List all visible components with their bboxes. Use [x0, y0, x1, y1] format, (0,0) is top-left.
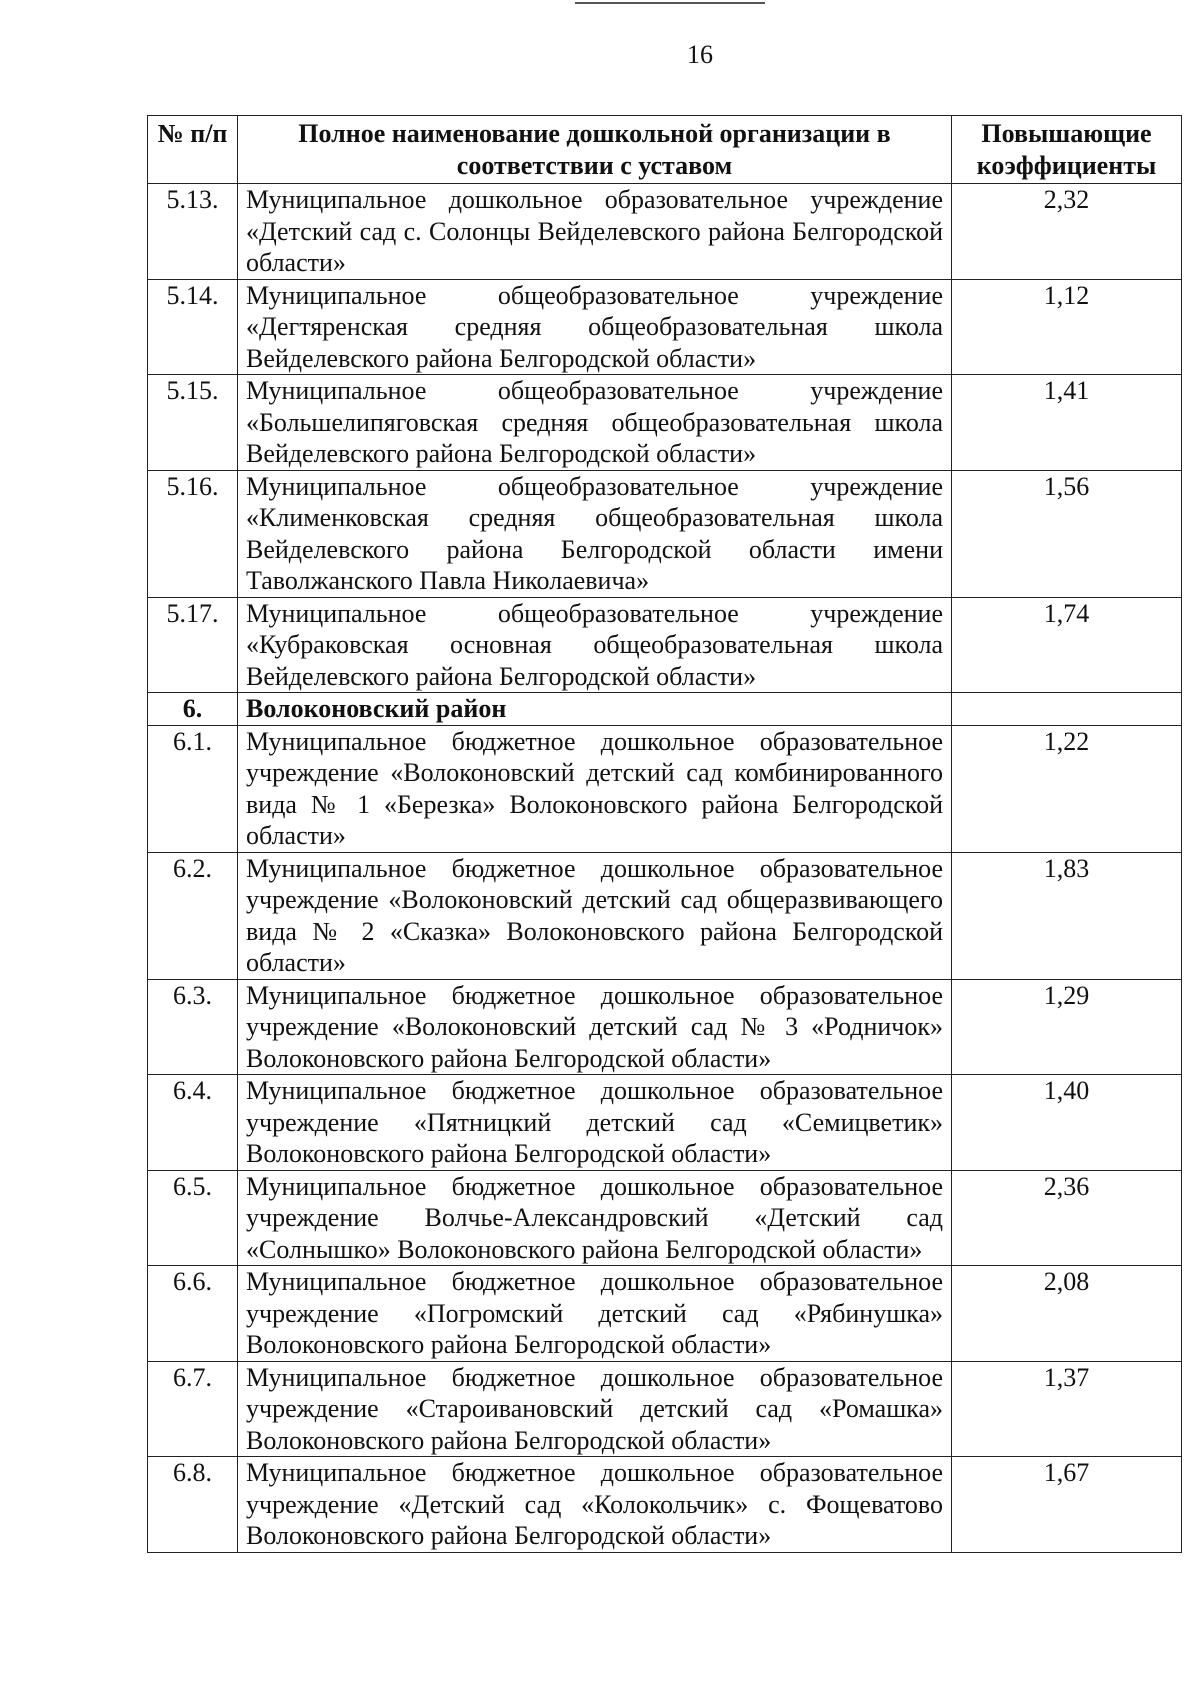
coefficients-table	[147, 115, 1182, 1553]
table-header-row	[148, 116, 1182, 184]
coefficient-value: 2,36	[952, 1170, 1182, 1266]
organization-name: Муниципальное бюджетное дошкольное образовательное учреждение «Волоконовский детский сад общеразвивающего вида № 2 «Сказка» Волоконовского района Белгородской области»	[238, 852, 952, 979]
table-row	[148, 184, 1182, 280]
row-number: 6.6.	[148, 1266, 238, 1362]
coefficient-value: 1,37	[952, 1361, 1182, 1457]
table-row	[148, 470, 1182, 597]
table-row	[148, 1170, 1182, 1266]
table-row	[148, 852, 1182, 979]
header-coef: Повышающие коэффициенты	[952, 116, 1182, 184]
table-row	[148, 1361, 1182, 1457]
organization-name: Муниципальное бюджетное дошкольное образовательное учреждение «Волоконовский детский сад комбинированного вида № 1 «Березка» Волоконовского района Белгородской области»	[238, 725, 952, 852]
row-number: 5.16.	[148, 470, 238, 597]
organization-name: Муниципальное бюджетное дошкольное образовательное учреждение «Детский сад «Колокольчик» с. Фощеватово Волоконовского района Белгородской области»	[238, 1457, 952, 1553]
row-number: 6.4.	[148, 1075, 238, 1171]
header-name: Полное наименование дошкольной организации в соответствии с уставом	[238, 116, 952, 184]
header-num: № п/п	[148, 116, 238, 184]
organization-name: Муниципальное бюджетное дошкольное образовательное учреждение «Волоконовский детский сад № 3 «Родничок» Волоконовского района Белгородской области»	[238, 979, 952, 1075]
row-number: 6.3.	[148, 979, 238, 1075]
table-row	[148, 979, 1182, 1075]
coefficient-value: 1,56	[952, 470, 1182, 597]
row-number: 6.2.	[148, 852, 238, 979]
coefficient-value: 1,40	[952, 1075, 1182, 1171]
row-number: 6.1.	[148, 725, 238, 852]
row-number: 6.7.	[148, 1361, 238, 1457]
row-number: 5.13.	[148, 184, 238, 280]
district-number: 6.	[148, 693, 238, 726]
organization-name: Муниципальное общеобразовательное учреждение «Большелипяговская средняя общеобразовательная школа Вейделевского района Белгородской области»	[238, 375, 952, 471]
coefficient-value: 1,74	[952, 597, 1182, 693]
coefficient-value: 1,29	[952, 979, 1182, 1075]
table-row	[148, 725, 1182, 852]
organization-name: Муниципальное общеобразовательное учреждение «Клименковская средняя общеобразовательная школа Вейделевского района Белгородской области имени Таволжанского Павла Николаевича»	[238, 470, 952, 597]
organization-name: Муниципальное бюджетное дошкольное образовательное учреждение «Староивановский детский сад «Ромашка» Волоконовского района Белгородской области»	[238, 1361, 952, 1457]
page-number: 16	[687, 40, 713, 69]
coefficient-value: 2,32	[952, 184, 1182, 280]
table-row	[148, 597, 1182, 693]
row-number: 6.8.	[148, 1457, 238, 1553]
district-row	[148, 693, 1182, 726]
table-row	[148, 1075, 1182, 1171]
table-body	[148, 184, 1182, 1553]
coefficient-value	[952, 693, 1182, 726]
table-row	[148, 375, 1182, 471]
coefficient-value: 1,67	[952, 1457, 1182, 1553]
organization-name: Муниципальное бюджетное дошкольное образовательное учреждение «Пятницкий детский сад «Семицветик» Волоконовского района Белгородской области»	[238, 1075, 952, 1171]
organization-name: Муниципальное общеобразовательное учреждение «Дегтяренская средняя общеобразовательная школа Вейделевского района Белгородской области»	[238, 279, 952, 375]
coefficient-value: 2,08	[952, 1266, 1182, 1362]
row-number: 6.5.	[148, 1170, 238, 1266]
coefficient-value: 1,41	[952, 375, 1182, 471]
row-number: 5.14.	[148, 279, 238, 375]
district-name: Волоконовский район	[238, 693, 952, 726]
coefficient-value: 1,12	[952, 279, 1182, 375]
table-row	[148, 1266, 1182, 1362]
table-row	[148, 279, 1182, 375]
row-number: 5.17.	[148, 597, 238, 693]
organization-name: Муниципальное общеобразовательное учреждение «Кубраковская основная общеобразовательная школа Вейделевского района Белгородской области»	[238, 597, 952, 693]
organization-name: Муниципальное бюджетное дошкольное образовательное учреждение Волчье-Александровский «Детский сад «Солнышко» Волоконовского района Белгородской области»	[238, 1170, 952, 1266]
top-rule	[575, 2, 765, 4]
coefficient-value: 1,83	[952, 852, 1182, 979]
table-row	[148, 1457, 1182, 1553]
row-number: 5.15.	[148, 375, 238, 471]
organization-name: Муниципальное дошкольное образовательное учреждение «Детский сад с. Солонцы Вейделевского района Белгородской области»	[238, 184, 952, 280]
coefficient-value: 1,22	[952, 725, 1182, 852]
organization-name: Муниципальное бюджетное дошкольное образовательное учреждение «Погромский детский сад «Рябинушка» Волоконовского района Белгородской области»	[238, 1266, 952, 1362]
